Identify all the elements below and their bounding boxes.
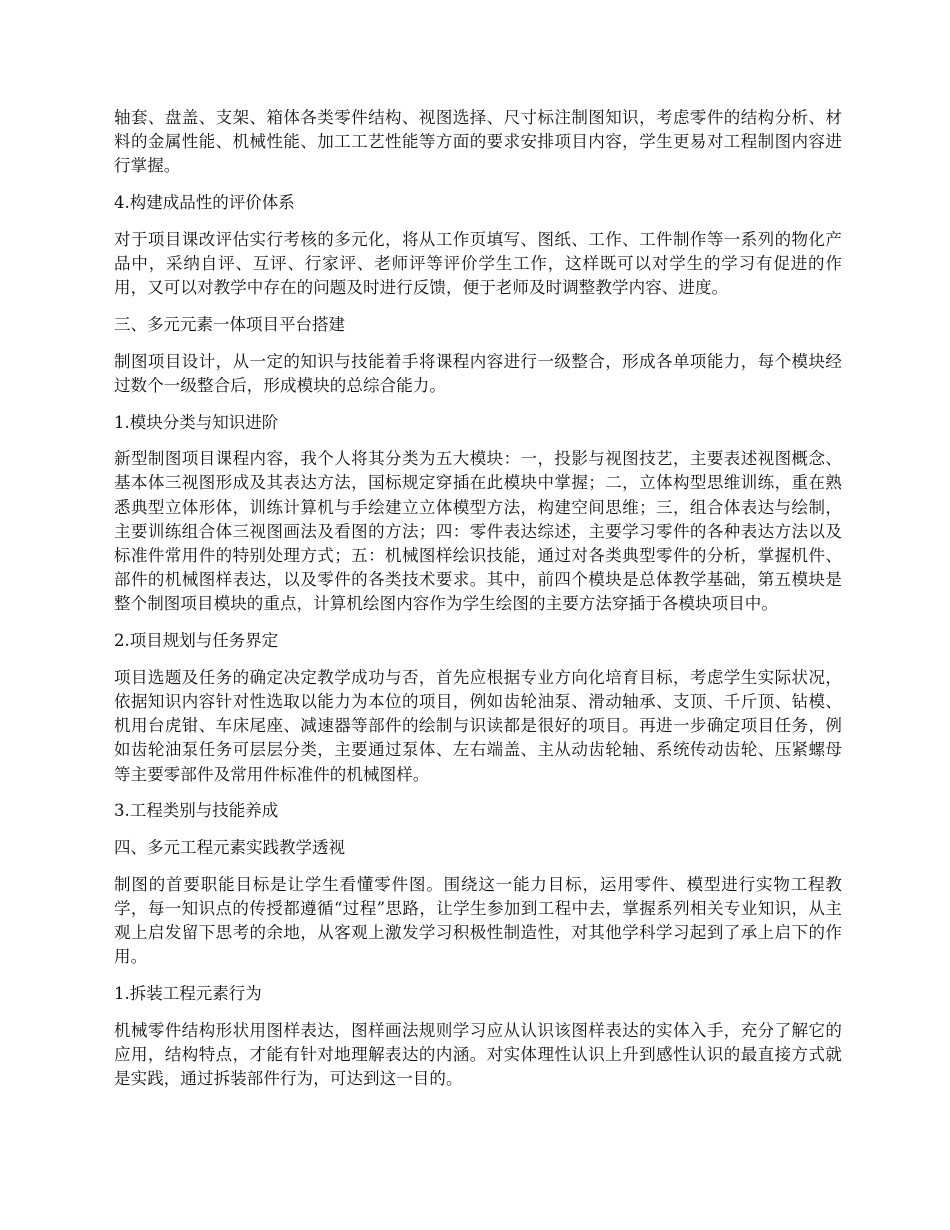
heading-module-classification: 1.模块分类与知识进阶 — [114, 412, 279, 432]
paragraph-five-modules: 新型制图项目课程内容，我个人将其分类为五大模块：一，投影与视图技艺，主要表述视图概念、基本体三视图形成及其表达方法，国标规定穿插在此模块中掌握；二，立体构型思维训练，重在熟悉典型立体形体，训练计算机与手绘建立立体模型方法，构建空间思维；三，组合体表达与绘制，主要训练组合体三视图画法及看图的方法；四：零件表达综述，主要学习零件的各种表达方法以及标准件常用件的特别处理方式；五：机械图样绘识技能，通过对各类典型零件的分析，掌握机件、部件的机械图样表达，以及零件的各类技术要求。其中，前四个模块是总体教学基础，第五模块是整个制图项目模块的重点，计算机绘图内容作为学生绘图的主要方法穿插于各模块项目中。 — [114, 449, 842, 614]
heading-evaluation-system: 4.构建成品性的评价体系 — [114, 193, 295, 213]
document-page — [114, 106, 842, 1104]
paragraph-project-design: 制图项目设计，从一定的知识与技能着手将课程内容进行一级整合，形成各单项能力，每个模块经过数个一级整合后，形成模块的总综合能力。 — [114, 351, 842, 395]
paragraph-evaluation: 对于项目课改评估实行考核的多元化，将从工作页填写、图纸、工作、工件制作等一系列的物化产品中，采纳自评、互评、行家评、老师评等评价学生工作，这样既可以对学生的学习有促进的作用，又可以对教学中存在的问题及时进行反馈，便于老师及时调整教学内容、进度。 — [114, 229, 842, 298]
heading-project-planning: 2.项目规划与任务界定 — [114, 631, 279, 651]
paragraph-parts-structure: 轴套、盘盖、支架、箱体各类零件结构、视图选择、尺寸标注制图知识，考虑零件的结构分析、材料的金属性能、机械性能、加工工艺性能等方面的要求安排项目内容，学生更易对工程制图内容进行掌握。 — [114, 108, 842, 176]
paragraph-project-selection: 项目选题及任务的确定决定教学成功与否，首先应根据专业方向化培育目标，考虑学生实际状况，依据知识内容针对性选取以能力为本位的项目，例如齿轮油泵、滑动轴承、支顶、千斤顶、钻模、机用台虎钳、车床尾座、减速器等部件的绘制与识读都是很好的项目。再进一步确定项目任务，例如齿轮油泵任务可层层分类，主要通过泵体、左右端盖、主从动齿轮轴、系统传动齿轮、压紧螺母等主要零部件及常用件标准件的机械图样。 — [114, 667, 842, 784]
heading-section-four: 四、多元工程元素实践教学透视 — [114, 838, 345, 858]
heading-section-three: 三、多元元素一体项目平台搭建 — [114, 314, 345, 334]
heading-disassembly: 1.拆装工程元素行为 — [114, 984, 262, 1004]
paragraph-drawing-goal: 制图的首要职能目标是让学生看懂零件图。围绕这一能力目标，运用零件、模型进行实物工程教学，每一知识点的传授都遵循“过程”思路，让学生参加到工程中去，掌握系列相关专业知识，从主观上启发留下思考的余地，从客观上激发学习积极性制造性，对其他学科学习起到了承上启下的作用。 — [114, 874, 842, 967]
paragraph-disassembly: 机械零件结构形状用图样表达，图样画法规则学习应从认识该图样表达的实体入手，充分了解它的应用，结构特点，才能有针对地理解表达的内涵。对实体理性认识上升到感性认识的最直接方式就是实践，通过拆装部件行为，可达到这一目的。 — [114, 1020, 842, 1089]
heading-engineering-category: 3.工程类别与技能养成 — [114, 801, 279, 821]
